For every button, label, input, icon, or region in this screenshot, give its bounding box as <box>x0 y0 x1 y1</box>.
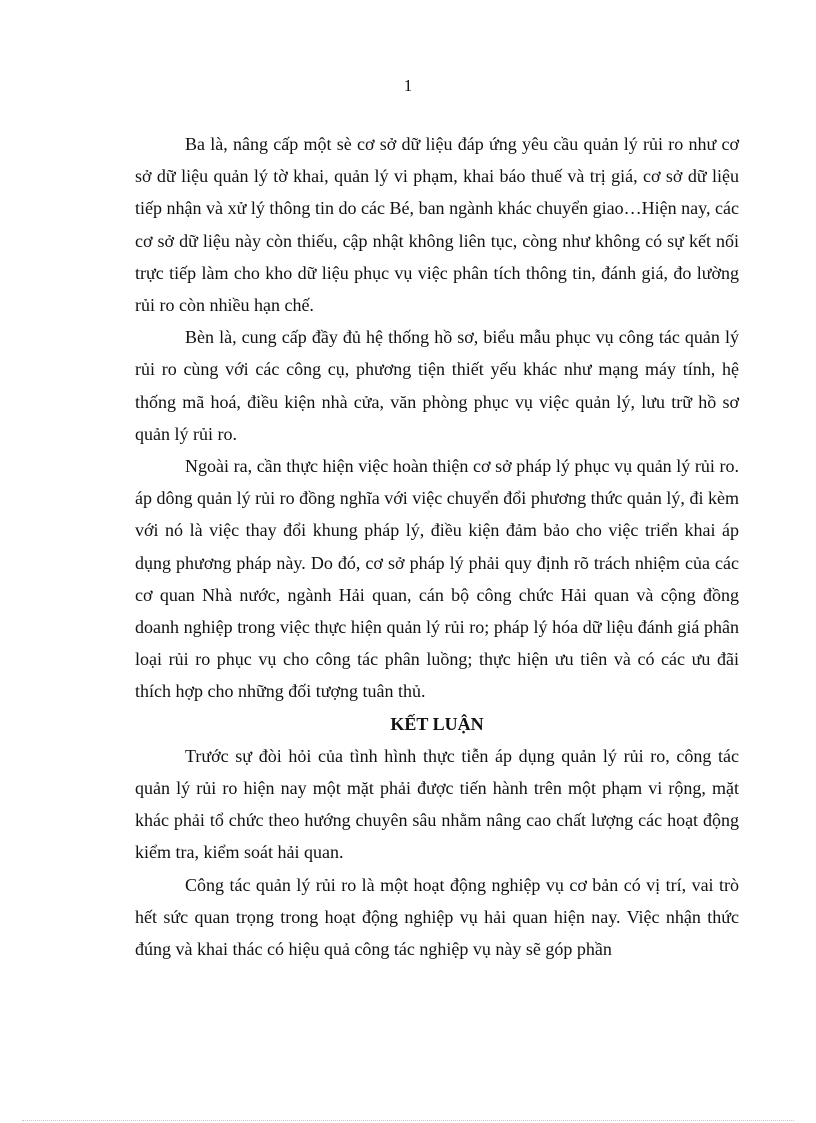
conclusion-paragraph-2: Công tác quản lý rủi ro là một hoạt động nghiệp vụ cơ bản có vị trí, vai trò hết sức quan trọng trong hoạt động nghiệp vụ hải quan hiện nay. Việc nhận thức đúng và khai thác có hiệu quả công tác nghiệp vụ này sẽ góp phần <box>135 874 739 960</box>
page-bottom-divider <box>22 1120 794 1121</box>
paragraph-database-upgrade: Ba là, nâng cấp một sè cơ sở dữ liệu đáp ứng yêu cầu quản lý rủi ro như cơ sở dữ liệu quản lý tờ khai, quản lý vi phạm, khai báo thuế và trị giá, cơ sở dữ liệu tiếp nhận và xử lý thông tin do các Bé, ban ngành khác chuyển giao…Hiện nay, các cơ sở dữ liệu này còn thiếu, cập nhật không liên tục, còng như không có sự kết nối trực tiếp làm cho kho dữ liệu phục vụ việc phân tích thông tin, đánh giá, đo lường rủi ro còn nhiều hạn chế. <box>135 134 739 316</box>
paragraph-records-forms: Bèn là, cung cấp đầy đủ hệ thống hồ sơ, biểu mẫu phục vụ công tác quản lý rủi ro cùng với các công cụ, phương tiện thiết yếu khác như mạng máy tính, hệ thống mã hoá, điều kiện nhà cửa, văn phòng phục vụ việc quản lý, lưu trữ hồ sơ quản lý rủi ro. <box>135 327 739 444</box>
document-body <box>135 128 739 965</box>
conclusion-heading: KẾT LUẬN <box>390 713 484 734</box>
paragraph-legal-basis: Ngoài ra, cần thực hiện việc hoàn thiện cơ sở pháp lý phục vụ quản lý rủi ro. áp dông quản lý rủi ro đồng nghĩa với việc chuyển đổi phương thức quản lý, đi kèm với nó là việc thay đổi khung pháp lý, điều kiện đảm bảo cho việc triển khai áp dụng phương pháp này. Do đó, cơ sở pháp lý phải quy định rõ trách nhiệm của các cơ quan Nhà nước, ngành Hải quan, cán bộ công chức Hải quan và cộng đồng doanh nghiệp trong việc thực hiện quản lý rủi ro; pháp lý hóa dữ liệu đánh giá phân loại rủi ro phục vụ cho công tác phân luồng; thực hiện ưu tiên và có các ưu đãi thích hợp cho những đối tượng tuân thủ. <box>135 456 739 702</box>
conclusion-paragraph-1: Trước sự đòi hỏi của tình hình thực tiễn áp dụng quản lý rủi ro, công tác quản lý rủi ro hiện nay một mặt phải được tiến hành trên một phạm vi rộng, mặt khác phải tổ chức theo hướng chuyên sâu nhằm nâng cao chất lượng các hoạt động kiểm tra, kiểm soát hải quan. <box>135 745 739 863</box>
page-number: 1 <box>403 76 413 95</box>
